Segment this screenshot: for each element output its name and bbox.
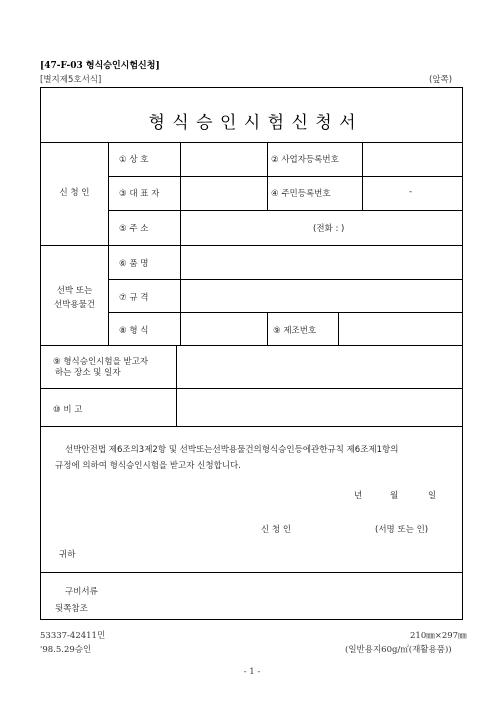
date-year-label: 년 [354,491,363,501]
date-day-label: 일 [428,491,437,501]
field-label-company: ① 상 호 [119,155,149,165]
divider [108,176,462,177]
divider [267,312,268,345]
annex-label: [별지제5호서식] [40,75,102,85]
divider [41,572,462,573]
resident-number-dash[interactable]: - [409,187,413,197]
product-section-label: 선박 또는 [56,286,93,296]
product-input[interactable] [181,246,461,278]
field-label-representative: ③ 대 표 자 [119,189,160,199]
field-label-serial: ⑨ 제조번호 [273,326,317,336]
biz-number-input[interactable] [363,143,461,175]
attachments-note: 뒷쪽참조 [55,604,88,614]
divider [267,142,268,211]
attachments-label: 구비서류 [65,587,98,597]
field-label-place: ⑨ 형식승인시험을 받고자 [53,357,149,367]
spec-input[interactable] [181,280,461,311]
product-section-label: 선박용물건 [53,300,96,310]
form-code: [47-F-03 형식승인시험신청] [40,61,160,71]
statement-text: 규정에 의하여 형식승인시험을 받고자 신청합니다. [55,461,241,471]
representative-input[interactable] [181,177,266,209]
field-label-place: 하는 장소 및 일자 [55,368,121,378]
paper-type: (일반용지60g/㎡(재활용품)) [345,645,452,655]
field-label-product: ⑥ 품 명 [119,259,149,269]
approval-date: '98.5.29승인 [40,645,92,655]
form-title: 형 식 승 인 시 험 신 청 서 [148,113,357,133]
phone-label[interactable]: (전화 : ) [313,224,345,234]
serial-input[interactable] [339,313,461,344]
signature-field[interactable]: (서명 또는 인) [375,525,429,535]
application-form [40,87,463,620]
divider [108,142,109,345]
addressee-label: 귀하 [59,550,76,560]
paper-size: 210㎜×297㎜ [410,631,467,641]
remarks-input[interactable] [177,389,461,425]
company-input[interactable] [181,143,266,175]
field-label-type: ⑧ 형 식 [119,326,149,336]
field-label-resident-number: ④ 주민등록번호 [271,189,331,199]
divider [108,210,462,211]
field-label-address: ⑤ 주 소 [119,224,149,234]
field-label-spec: ⑦ 규 격 [119,293,149,303]
place-date-input[interactable] [177,346,461,387]
field-label-biz-number: ② 사업자등록번호 [271,155,339,165]
statement-text: 선박안전법 제6조의3제2항 및 선박또는선박용물건의형식승인등에관한규칙 제6조제1항의 [65,445,399,455]
side-label: (앞쪽) [429,75,453,85]
divider [41,426,462,427]
doc-number: 53337-42411민 [40,631,106,641]
applicant-sign-label: 신 청 인 [261,525,292,535]
field-label-remarks: ⑩ 비 고 [53,405,83,415]
page-number: - 1 - [243,667,261,677]
date-month-label: 월 [390,491,399,501]
applicant-section-label: 신 청 인 [59,188,90,198]
type-input[interactable] [181,313,266,344]
